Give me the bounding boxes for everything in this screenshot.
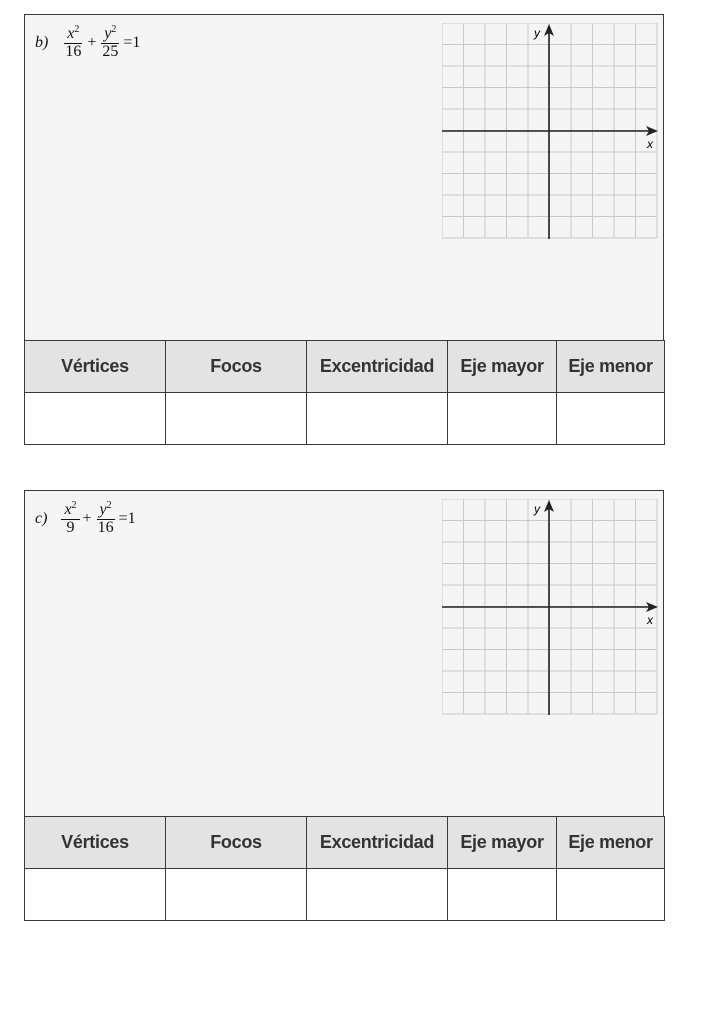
table-answer-row	[25, 393, 665, 445]
properties-table	[24, 340, 665, 445]
equation-b: b) $\frac{x^2}{16}$ + $\frac{y^2}{25}$ =1	[35, 24, 141, 60]
exercise-label: c)	[35, 509, 48, 527]
header-major-axis: Eje mayor	[448, 341, 557, 393]
coordinate-grid[interactable]	[442, 23, 660, 241]
answer-cell-major-axis[interactable]	[448, 393, 557, 445]
equation-c: c) $\frac{x^2}{9}$ + $\frac{y^2}{16}$ =1	[35, 500, 136, 536]
fraction-x: $\frac{x^2}{9}$	[61, 501, 79, 537]
x-axis-label: x	[647, 137, 653, 151]
header-minor-axis: Eje menor	[557, 341, 665, 393]
answer-cell-vertices[interactable]	[25, 869, 166, 921]
answer-cell-vertices[interactable]	[25, 393, 166, 445]
y-axis-label: y	[534, 26, 540, 40]
y-axis-label: y	[534, 502, 540, 516]
table-header-row	[25, 341, 665, 393]
header-vertices: Vértices	[25, 817, 166, 869]
answer-cell-foci[interactable]	[166, 869, 307, 921]
coordinate-grid[interactable]	[442, 499, 660, 717]
header-major-axis: Eje mayor	[448, 817, 557, 869]
exercise-card-c	[24, 490, 664, 920]
answer-cell-foci[interactable]	[166, 393, 307, 445]
table-header-row	[25, 817, 665, 869]
header-foci: Focos	[166, 817, 307, 869]
x-axis-label: x	[647, 613, 653, 627]
properties-table	[24, 816, 665, 921]
table-answer-row	[25, 869, 665, 921]
header-minor-axis: Eje menor	[557, 817, 665, 869]
answer-cell-major-axis[interactable]	[448, 869, 557, 921]
answer-cell-eccentricity[interactable]	[307, 393, 448, 445]
header-eccentricity: Excentricidad	[307, 817, 448, 869]
header-foci: Focos	[166, 341, 307, 393]
exercise-card-b	[24, 14, 664, 444]
answer-cell-minor-axis[interactable]	[557, 869, 665, 921]
answer-cell-minor-axis[interactable]	[557, 393, 665, 445]
header-eccentricity: Excentricidad	[307, 341, 448, 393]
exercise-label: b)	[35, 33, 49, 51]
answer-cell-eccentricity[interactable]	[307, 869, 448, 921]
fraction-y: $\frac{y^2}{16}$	[97, 500, 114, 536]
fraction-x: $\frac{x^2}{16}$	[65, 24, 82, 60]
header-vertices: Vértices	[25, 341, 166, 393]
fraction-y: $\frac{y^2}{25}$	[102, 24, 119, 60]
